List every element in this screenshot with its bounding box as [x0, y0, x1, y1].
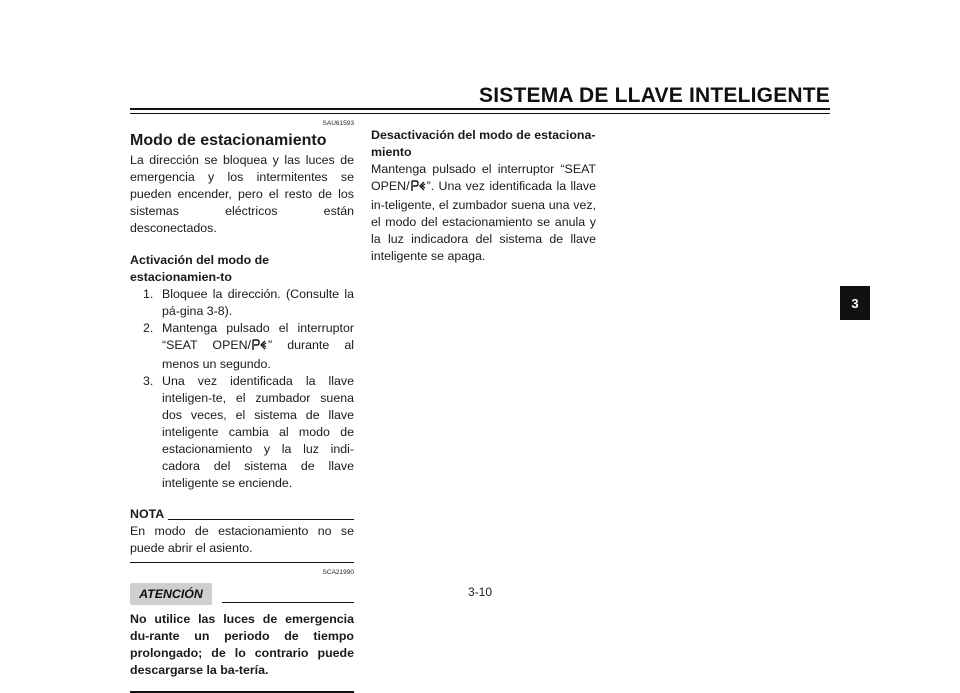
caution-line: [222, 602, 354, 603]
chapter-tab: 3: [840, 286, 870, 320]
caution-badge: ATENCIÓN: [130, 583, 212, 605]
steps-list: [130, 286, 354, 492]
nota-label: NOTA: [130, 507, 165, 521]
header-rule-thick: [130, 108, 830, 110]
left-column: [130, 120, 354, 693]
deactivation-text-after: ”. Una vez identificada la llave in-teligente, el zumbador suena una vez, el modo del estacionamiento se anula y la luz indicadora del sistema de llave inteligente se apaga.: [371, 179, 596, 263]
step-item: [130, 373, 354, 492]
page-number: 3-10: [467, 585, 493, 599]
caution-code: SCA21990: [322, 569, 354, 576]
nota-text: En modo de estacionamiento no se puede abrir el asiento.: [130, 524, 354, 555]
step-item: [130, 320, 354, 373]
section-code: SAU61593: [322, 120, 354, 127]
step-number: 2.: [143, 321, 154, 335]
header-rule-thin: [130, 113, 830, 114]
step-number: 1.: [143, 287, 154, 301]
step-text: Bloquee la dirección. (Consulte la pá-gina 3-8).: [162, 287, 354, 318]
section-title: Modo de estacionamiento: [130, 132, 327, 149]
step-text-before: Mantenga pulsado el interruptor “SEAT OPEN/: [162, 321, 354, 352]
nota-rule: [130, 562, 354, 563]
seat-open-key-icon: [252, 339, 267, 356]
nota-line: [168, 519, 354, 520]
step-text: Una vez identificada la llave inteligen-te, el zumbador suena dos veces, el sistema de llave inteligente cambia al modo de estacionamiento y la luz indi-cadora del sistema de llave inteligente se enciende.: [162, 374, 354, 490]
step-number: 3.: [143, 374, 154, 388]
deactivation-paragraph: [371, 161, 596, 265]
seat-open-key-icon: [411, 180, 426, 197]
caution-text: No utilice las luces de emergencia du-rante un periodo de tiempo prolongado; de lo contrario puede descargarse la ba-tería.: [130, 612, 354, 677]
page-header-title: SISTEMA DE LLAVE INTELIGENTE: [479, 84, 830, 107]
intro-paragraph: La dirección se bloquea y las luces de emergencia y los intermitentes se pueden encender, pero el resto de los sistemas eléctricos están desconectados.: [130, 153, 354, 235]
activation-heading: Activación del modo de estacionamien-to: [130, 253, 270, 284]
step-item: [130, 286, 354, 320]
step-text-after: ” durante al menos un segundo.: [162, 338, 354, 371]
deactivation-heading: Desactivación del modo de estaciona-miento: [371, 128, 596, 159]
deactivation-text-before: Mantenga pulsado el interruptor “SEAT OPEN/: [371, 162, 596, 193]
nota-header: [130, 506, 354, 523]
right-column: [371, 127, 596, 265]
